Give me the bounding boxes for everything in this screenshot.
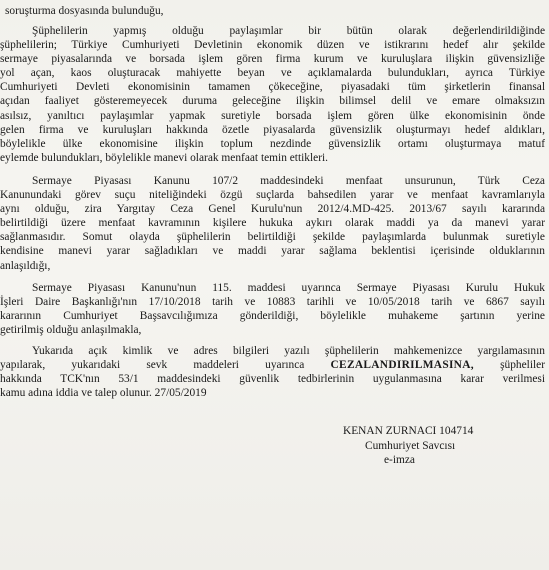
text-line: sağlanmasıdır. Somut olayda şüphelilerin belirtildiği şekilde paylaşımlarda bulunmak suretiyle: [0, 231, 545, 244]
text-line: soruşturma dosyasında bulunduğu,: [5, 5, 164, 17]
prosecutor-name: KENAN ZURNACI 104714: [343, 425, 474, 437]
text-line: kamu adına iddia ve talep olunur. 27/05/2019: [0, 387, 207, 400]
text-line: şüphelilerin; Türkiye Cumhuriyeti Devletinin ekonomik düzen ve istikrarını hedef alır şekilde: [0, 39, 545, 52]
text-line: asılsız, yanıltıcı paylaşımlar yapmak suretiyle borsada işlem gören ülke ekonomisinin önde: [0, 109, 545, 122]
text-line: kararının Cumhuriyet Başsavcılığımıza gönderildiği, böylelikle muhakeme şartının yerine: [0, 310, 545, 323]
paragraph: [0, 174, 545, 273]
prosecutor-title: Cumhuriyet Savcısı: [365, 439, 456, 452]
text-line: Yukarıda açık kimlik ve adres bilgileri yazılı şüphelilerin mahkemenizce yargılamasının: [32, 345, 545, 357]
text-line: Cumhuriyeti Devleti ekonomisinin tamamen çökeceğine, piyasadaki tüm şirketlerin finansal: [0, 81, 545, 94]
text-line: Sermaye Piyasası Kanunu 107/2 maddesindeki menfaat unsurunun, Türk Ceza: [32, 175, 545, 187]
text-line: böylelikle ülke ekonomisine ilişkin toplum nezdinde güvensizlik ortamı oluşturmaya matuf: [0, 137, 545, 150]
text-line: belirtildiği üzere menfaat kavramının kişilere hukuka aykırı olarak maddi ya da manevi yarar: [0, 217, 545, 230]
text-line: Sermaye Piyasası Kanunu'nun 115. maddesi uyarınca Sermaye Piyasası Kurulu Hukuk: [32, 282, 545, 294]
e-signature-label: e-imza: [384, 454, 415, 466]
text-line: gelen firma ve kuruluşları hakkında özetle piyasalarda güvensizlik oluşturmayı hedef aldıkları,: [0, 123, 545, 136]
text-line: anlaşıldığı,: [0, 259, 51, 272]
text-line: yol açan, kaos oluşturacak mahiyette beyan ve açıklamalarda bulundukları, ayrıca Türkiye: [0, 67, 545, 80]
verdict-keyword: CEZALANDIRILMASINA,: [330, 359, 474, 372]
text-line: hakkında TCK'nın 53/1 maddesindeki güvenlik tedbirlerinin uygulanmasına karar verilmesi: [0, 373, 545, 386]
text-line: Kanunundaki görev suçu niteliğindeki özgü suçlarda bahsedilen yarar ve menfaat kavramlarıyla: [0, 189, 545, 202]
text-line: kendisine manevi yarar sağladıkları ve maddi yarar sağlama beklentisi içerisinde olduklarının: [0, 245, 545, 258]
text-line: getirilmiş olduğu anlaşılmakla,: [0, 324, 142, 337]
paragraph: [0, 24, 545, 165]
paragraph: [0, 281, 545, 337]
text-line: yapılarak, yukarıdaki sevk maddeleri uyarınca CEZALANDIRILMASINA, şüpheliler: [0, 359, 545, 372]
signature-block: [343, 424, 533, 468]
text-line: Şüphelilerin yapmış olduğu paylaşımlar bir bütün olarak değerlendirildiğinde: [32, 25, 545, 37]
text-line: eylemde bulundukları, böylelikle manevi olarak menfaat temin ettikleri.: [0, 151, 329, 164]
paragraph: [5, 4, 545, 18]
text-line: aynı olduğu, zira Yargıtay Ceza Genel Kurulu'nun 2012/4.MD-425. 2013/67 sayılı kararında: [0, 203, 545, 216]
text-line: İşleri Daire Başkanlığı'nın 17/10/2018 tarih ve 10883 tarihli ve 10/05/2018 tarih ve 6867 sayılı: [0, 296, 545, 309]
text-line: açıdan faaliyet gösteremeyecek duruma geleceğine ilişkin bilimsel delil ve emare olmaksızın: [0, 95, 545, 108]
paragraph: [0, 344, 545, 400]
text-line: sermaye piyasalarında ve borsada işlem gören firma kurum ve kuruluşlara ilişkin güvensizliğe: [0, 53, 545, 66]
